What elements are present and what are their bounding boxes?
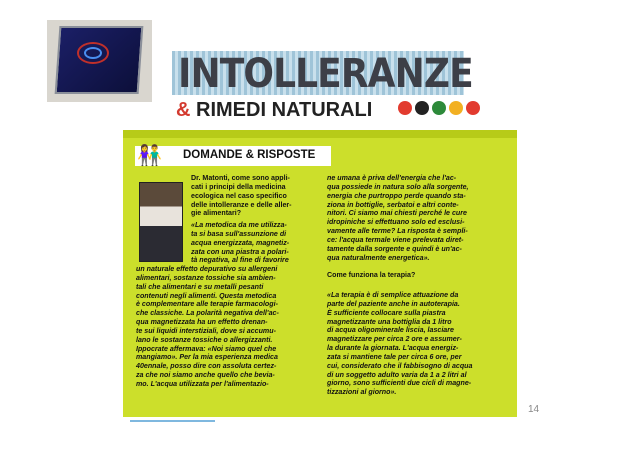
text-line: za che noi siamo anche quello che bevia-: [136, 371, 275, 380]
text-line: gie alimentari?: [191, 209, 242, 218]
text-line: «La terapia è di semplice attuazione da: [327, 291, 459, 299]
text-line: tali che alimentari e su metalli pesanti: [136, 282, 264, 291]
text-line: di acqua oligominerale liscia, lasciare: [327, 326, 454, 335]
text-line: ecologica nel caso specifico: [191, 191, 287, 200]
text-line: un naturale effetto depurativo su allergeni: [136, 265, 278, 273]
text-line: alimentari, sostanze tossiche sia ambien-: [136, 273, 276, 282]
text-line: la durante la giornata. L'acqua energiz-: [327, 344, 459, 353]
text-line: ce: l'acqua termale viene prelevata diret-: [327, 235, 464, 244]
text-line: lano le sostanze tossiche o allergizzanti.: [136, 335, 273, 344]
text-line: di un soggetto adulto varia da 1 a 2 litri al: [327, 370, 467, 379]
text-line: te sui liquidi interstiziali, dove si accumu-: [136, 326, 276, 335]
text-line: zata con una piastra a polari-: [191, 247, 289, 256]
answer-1-side: [191, 221, 289, 265]
text-line: qua possiede in natura solo alla sorgente,: [327, 182, 469, 191]
text-line: idropiniche si effettuano solo ed esclusi-: [327, 218, 465, 227]
text-line: magnetizzare per circa 2 ore e assumer-: [327, 335, 462, 344]
food-category-icon: [432, 101, 446, 115]
text-line: tamente dalla sorgente e quindi è un'ac-: [327, 244, 462, 253]
decorative-stripe: [130, 420, 215, 422]
header-title: INTOLLERANZE: [178, 51, 473, 97]
header-food-icons: [398, 101, 480, 115]
product-photo: [47, 20, 152, 102]
text-line: parte del paziente anche in autoterapia.: [327, 299, 460, 308]
section-bar: [135, 146, 331, 166]
people-icon: 👫: [137, 145, 162, 167]
text-line: nitori. Ci siamo mai chiesti perché le cure: [327, 209, 467, 218]
text-line: delle intolleranze e delle aller-: [191, 200, 292, 209]
header-subtitle: [176, 99, 372, 121]
food-category-icon: [415, 101, 429, 115]
answer-1-continued: [327, 174, 469, 262]
text-line: acqua energizzata, magnetiz-: [191, 238, 290, 247]
question-1: [191, 174, 292, 218]
magazine-header: [172, 51, 473, 123]
text-line: 40ennale, posso dire con assoluta certez-: [136, 362, 277, 371]
text-line: mo. L'acqua utilizzata per l'alimentazio-: [136, 379, 269, 388]
text-line: vamente alle terme? La risposta è sempli-: [327, 227, 468, 236]
text-line: ne umana è priva dell'energia che l'ac-: [327, 174, 457, 182]
text-line: qua naturalmente energetica».: [327, 253, 430, 262]
text-line: ta si basa sull'assunzione di: [191, 229, 287, 238]
text-line: cui, considerato che il fabbisogno di acqua: [327, 361, 473, 370]
food-category-icon: [398, 101, 412, 115]
text-line: «La metodica da me utilizza-: [191, 221, 287, 229]
header-subtitle-text: RIMEDI NATURALI: [196, 99, 373, 121]
page-number: 14: [528, 404, 540, 415]
text-line: Dr. Matonti, come sono appli-: [191, 174, 290, 182]
text-line: contenuti negli alimenti. Questa metodica: [136, 291, 277, 300]
header-subtitle-amp: &: [176, 99, 191, 121]
plate-logo-inner-ring: [84, 47, 102, 59]
section-title: DOMANDE & RISPOSTE: [183, 149, 316, 161]
food-category-icon: [466, 101, 480, 115]
answer-1-full: [136, 265, 279, 389]
text-line: È sufficiente collocare sulla piastra: [327, 308, 446, 317]
text-line: ziona in bottiglie, serbatoi e altri conte-: [327, 200, 459, 209]
question-2: Come funziona la terapia?: [327, 271, 416, 279]
text-line: zata si mantiene tale per circa 6 ore, per: [327, 352, 462, 361]
text-line: cati i principi della medicina: [191, 182, 286, 191]
text-line: che classiche. La polarità negativa dell'ac-: [136, 309, 279, 318]
text-line: magnetizzante una bottiglia da 1 litro: [327, 317, 452, 326]
text-line: mangiamo». Per la mia esperienza medica: [136, 353, 278, 362]
panel-top-bar: [123, 130, 517, 138]
text-line: tà negativa, al fine di favorire: [191, 256, 289, 265]
text-line: energia che purtroppo perde quando sta-: [327, 191, 466, 200]
text-line: giorno, sono sufficienti due cicli di magne-: [327, 379, 472, 388]
text-line: qua magnetizzata ha un effetto drenan-: [136, 318, 268, 327]
article-panel: [123, 130, 517, 417]
answer-2: [327, 291, 472, 397]
text-line: Ippocrate affermava: «Noi siamo quel che: [136, 344, 277, 353]
doctor-photo: [139, 182, 183, 262]
text-line: tizzazioni al giorno».: [327, 388, 397, 397]
food-category-icon: [449, 101, 463, 115]
text-line: è complementare alle terapie farmacologi-: [136, 300, 278, 309]
